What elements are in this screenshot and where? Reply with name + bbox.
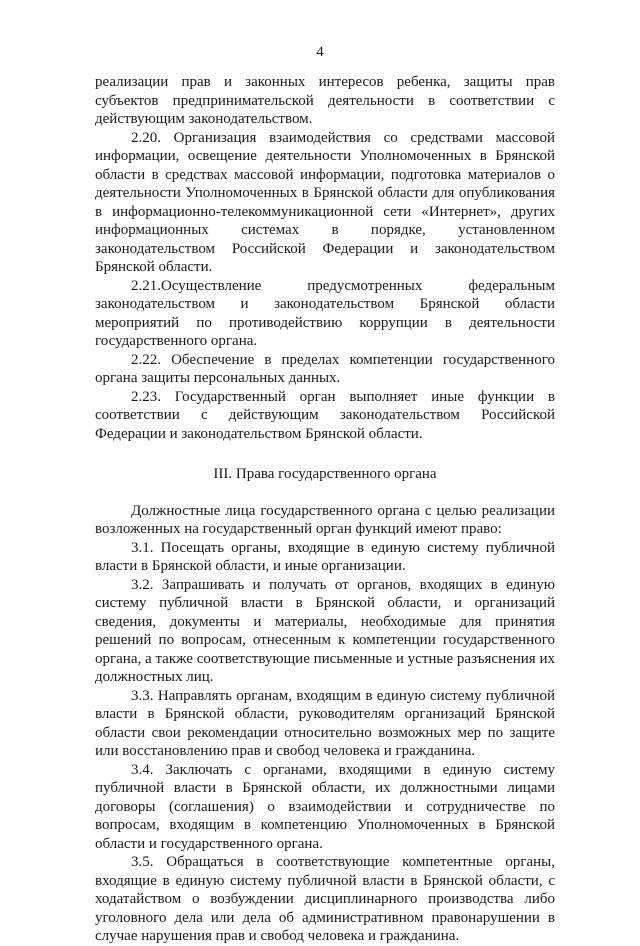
page-number: 4 [316, 44, 324, 60]
document-body [95, 73, 555, 946]
paragraph: 3.3. Направлять органам, входящим в единую систему публичной власти в Брянской области, руководителям организаций Брянской области свои рекомендации относительно возможных мер по защите или восстановлению прав и свобод человека и гражданина. [95, 687, 555, 759]
section-three-body [95, 502, 555, 946]
paragraph: 2.22. Обеспечение в пределах компетенции государственного органа защиты персональных данных. [95, 351, 555, 386]
section-two-continuation [95, 73, 555, 443]
section-heading: III. Права государственного органа [213, 466, 437, 482]
paragraph: 3.1. Посещать органы, входящие в единую систему публичной власти в Брянской области, и иные организации. [95, 539, 555, 574]
paragraph: реализации прав и законных интересов ребенка, защиты прав субъектов предпринимательской деятельности в соответствии с действующим законодательством. [95, 74, 555, 127]
paragraph: 2.21.Осуществление предусмотренных федеральным законодательством и законодательством Брянской области мероприятий по противодействию коррупции в деятельности государственного органа. [95, 277, 555, 349]
paragraph: 2.20. Организация взаимодействия со средствами массовой информации, освещение деятельности Уполномоченных в Брянской области в средствах массовой информации, подготовка материалов о деятельности Уполномоченных в Брянской области для опубликования в информационно-телекоммуникационной сети «Интернет», других информационных системах в порядке, установленном законодательством Российской Федерации и законодательством Брянской области. [95, 129, 555, 275]
paragraph: 2.23. Государственный орган выполняет иные функции в соответствии с действующим законодательством Российской Федерации и законодательством Брянской области. [95, 388, 555, 442]
paragraph: 3.5. Обращаться в соответствующие компетентные органы, входящие в единую систему публичной власти в Брянской области, с ходатайством о возбуждении дисциплинарного производства либо уголовного дела или дела об административном правонарушении в случае нарушения прав и свобод человека и гражданина. [95, 854, 555, 944]
paragraph: 3.4. Заключать с органами, входящими в единую систему публичной власти в Брянской области, их должностными лицами договоры (соглашения) о взаимодействии и сотрудничестве по вопросам, входящим в компетенцию Уполномоченных в Брянской области и государственного органа. [95, 761, 555, 852]
paragraph: 3.2. Запрашивать и получать от органов, входящих в единую систему публичной власти в Брянской области, и организаций сведения, документы и материалы, необходимые для принятия решений по вопросам, отнесенным к компетенции государственного органа, а также соответствующие письменные и устные разъяснения их должностных лиц. [95, 576, 555, 685]
paragraph: Должностные лица государственного органа с целью реализации возложенных на государственный орган функций имеют право: [95, 502, 555, 537]
